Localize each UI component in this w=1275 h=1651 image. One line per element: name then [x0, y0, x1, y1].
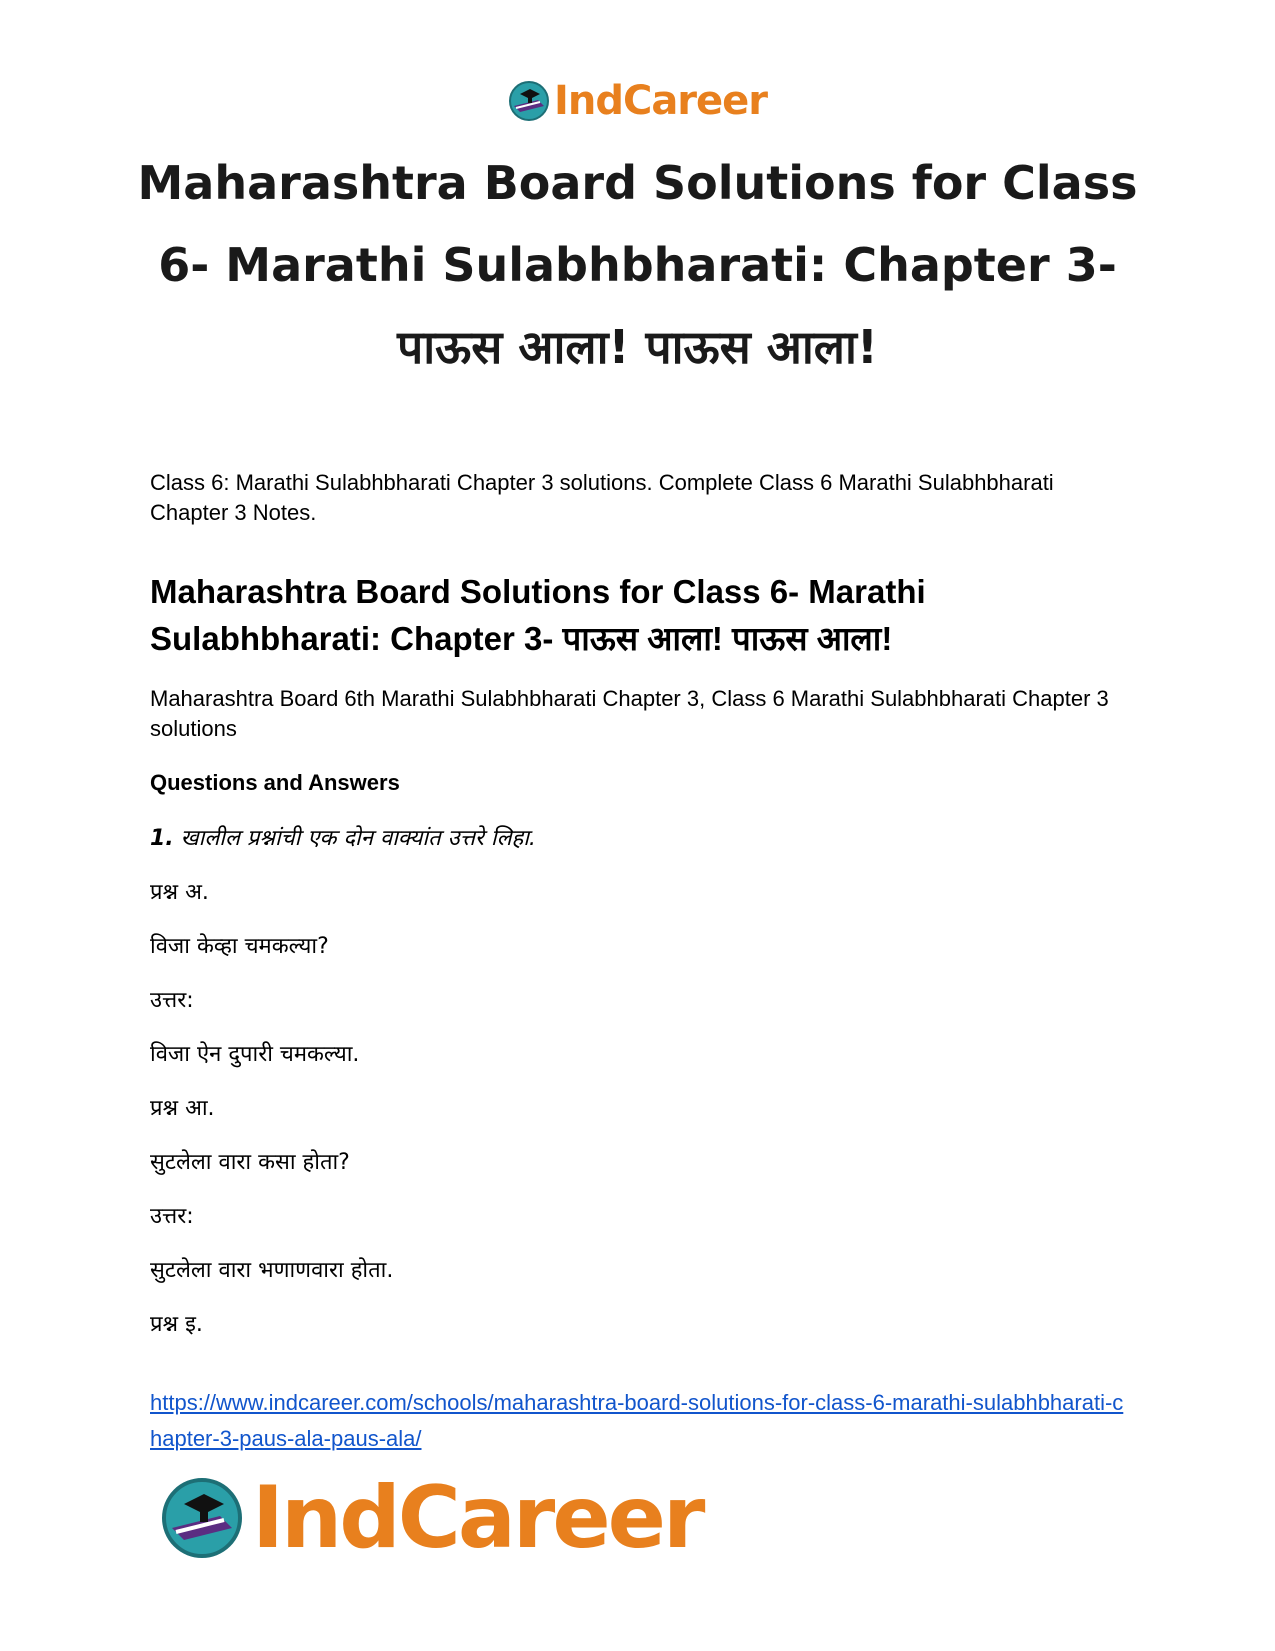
indcareer-logo-bottom [160, 1468, 702, 1568]
intro-paragraph: Class 6: Marathi Sulabhbharati Chapter 3 solutions. Complete Class 6 Marathi Sulabhbharati Chapter 3 Notes. [150, 470, 1054, 525]
qa-line: सुटलेला वारा कसा होता? [150, 1150, 350, 1175]
question-text: खालील प्रश्नांची एक दोन वाक्यांत उत्तरे लिहा. [180, 826, 536, 851]
document-body [150, 468, 1125, 1364]
qa-line: सुटलेला वारा भणाणवारा होता. [150, 1258, 394, 1283]
qa-heading: Questions and Answers [150, 770, 400, 795]
logo-text: IndCareer [252, 1468, 703, 1568]
section-title: Maharashtra Board Solutions for Class 6- Marathi Sulabhbharati: Chapter 3- पाऊस आला! पाऊस आला! [150, 573, 926, 657]
qa-line: विजा ऐन दुपारी चमकल्या. [150, 1042, 360, 1067]
globe-book-icon [508, 80, 550, 122]
qa-line: प्रश्न अ. [150, 880, 209, 905]
qa-line: प्रश्न आ. [150, 1096, 215, 1121]
page-title: Maharashtra Board Solutions for Class 6- Marathi Sulabhbharati: Chapter 3- पाऊस आला! पाऊस आला! [137, 156, 1138, 374]
logo-text: IndCareer [553, 78, 768, 124]
question-number: 1. [150, 826, 174, 851]
source-link[interactable]: https://www.indcareer.com/schools/maharashtra-board-solutions-for-class-6-marathi-sulabhbharati-chapter-3-paus-ala-paus-ala/ [150, 1390, 1124, 1451]
qa-line: उत्तर: [150, 1204, 194, 1229]
qa-line: प्रश्न इ. [150, 1312, 203, 1337]
qa-line: उत्तर: [150, 988, 194, 1013]
indcareer-logo-top [0, 78, 1275, 124]
question-instruction [150, 824, 1125, 854]
qa-line: विजा केव्हा चमकल्या? [150, 934, 329, 959]
globe-book-icon [160, 1476, 244, 1560]
lead-paragraph: Maharashtra Board 6th Marathi Sulabhbharati Chapter 3, Class 6 Marathi Sulabhbharati Chapter 3 solutions [150, 686, 1109, 741]
